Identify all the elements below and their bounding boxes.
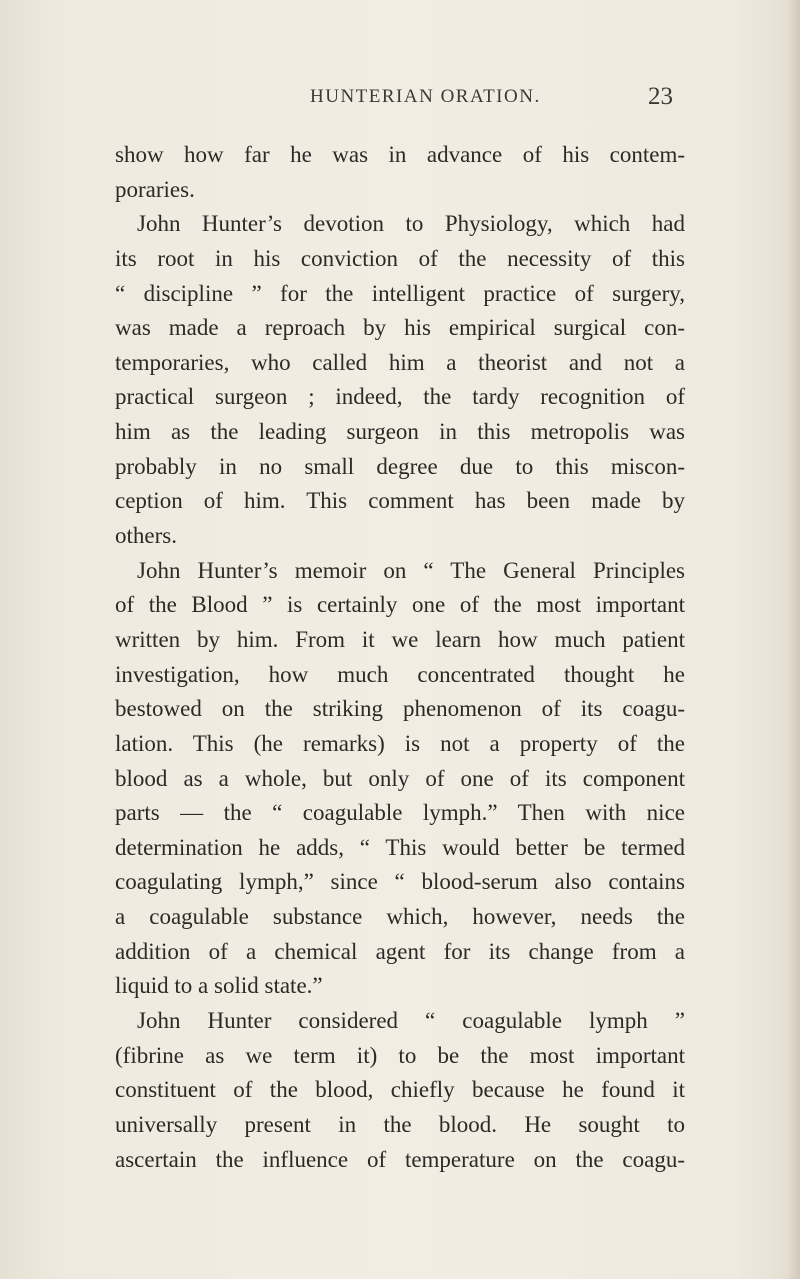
text-line: lation. This (he remarks) is not a property of the	[115, 730, 685, 756]
text-line: investigation, how much concentrated thought he	[115, 661, 685, 687]
text-line: (fibrine as we term it) to be the most important	[115, 1042, 685, 1068]
body-text	[115, 138, 685, 1177]
text-line: written by him. From it we learn how much patient	[115, 626, 685, 652]
text-line: determination he adds, “ This would better be termed	[115, 834, 685, 860]
text-line: others.	[115, 523, 177, 549]
text-line: probably in no small degree due to this miscon-	[115, 453, 685, 479]
text-line: coagulating lymph,” since “ blood-serum also contains	[115, 869, 685, 895]
text-line: a coagulable substance which, however, needs the	[115, 904, 685, 930]
text-line: of the Blood ” is certainly one of the most important	[115, 592, 685, 618]
text-line: poraries.	[115, 176, 195, 202]
text-line: addition of a chemical agent for its change from a	[115, 938, 685, 964]
text-line: parts — the “ coagulable lymph.” Then with nice	[115, 800, 685, 826]
text-line: universally present in the blood. He sought to	[115, 1111, 685, 1137]
text-line: was made a reproach by his empirical surgical con-	[115, 315, 685, 341]
text-line: “ discipline ” for the intelligent practice of surgery,	[115, 280, 685, 306]
text-line: constituent of the blood, chiefly because he found it	[115, 1077, 685, 1103]
text-line: John Hunter considered “ coagulable lymph ”	[137, 1008, 685, 1034]
text-line: John Hunter’s memoir on “ The General Principles	[137, 557, 685, 583]
page-edge-shadow	[786, 0, 800, 1279]
text-line: bestowed on the striking phenomenon of its coagu-	[115, 696, 685, 722]
text-line: temporaries, who called him a theorist and not a	[115, 349, 685, 375]
text-line: its root in his conviction of the necessity of this	[115, 245, 685, 271]
text-line: liquid to a solid state.”	[115, 973, 323, 999]
text-line: him as the leading surgeon in this metropolis was	[115, 419, 685, 445]
text-line: practical surgeon ; indeed, the tardy recognition of	[115, 384, 685, 410]
text-line: ception of him. This comment has been made by	[115, 488, 685, 514]
running-head	[0, 83, 800, 116]
text-line: John Hunter’s devotion to Physiology, which had	[137, 211, 685, 237]
running-head-title: HUNTERIAN ORATION.	[310, 86, 541, 107]
text-line: show how far he was in advance of his contem-	[115, 142, 685, 167]
text-line: blood as a whole, but only of one of its component	[115, 765, 685, 791]
text-line: ascertain the influence of temperature on the coagu-	[115, 1146, 685, 1172]
page-number: 23	[648, 83, 673, 110]
